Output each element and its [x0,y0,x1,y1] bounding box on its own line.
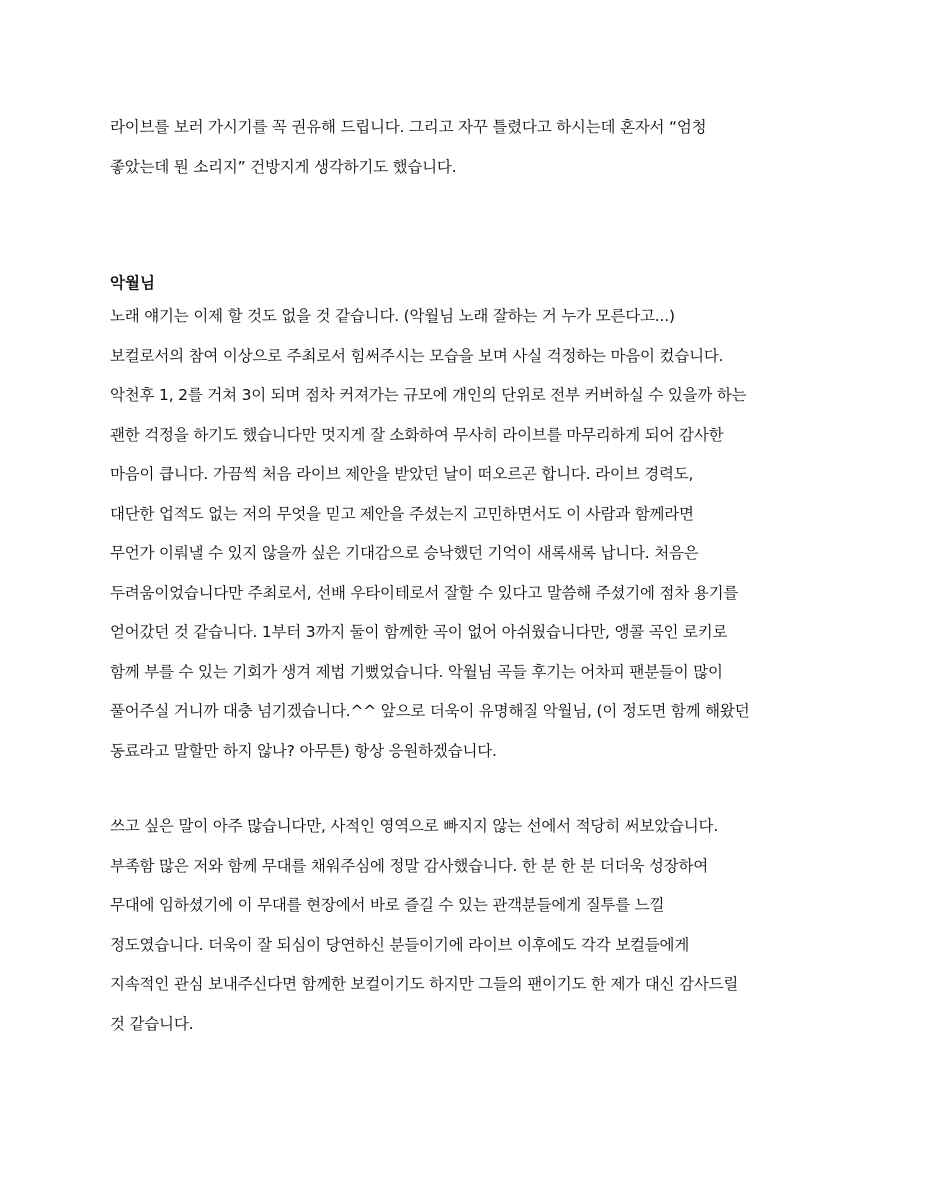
closing-paragraph [110,807,830,1044]
spacer [110,187,830,269]
paragraph-line: 마음이 큽니다. 가끔씩 처음 라이브 제안을 받았던 날이 떠오르곤 합니다. 라이브 경력도, [110,465,694,483]
paragraph-line: 두려움이었습니다만 주최로서, 선배 우타이테로서 잘할 수 있다고 말씀해 주셨기에 점차 용기를 [110,583,739,602]
paragraph-line: 것 같습니다. [110,1014,194,1033]
paragraph-line: 함께 부를 수 있는 기회가 생겨 제법 기뻤었습니다. 악월님 곡들 후기는 어차피 팬분들이 많이 [110,662,723,681]
paragraph-line: 얻어갔던 것 같습니다. 1부터 3까지 둘이 함께한 곡이 없어 아쉬웠습니다만, 앵콜 곡인 로키로 [110,623,728,641]
paragraph-line: 풀어주실 거니까 대충 넘기겠습니다.^^ 앞으로 더욱이 유명해질 악월님, (이 정도면 함께 해왔던 [110,702,750,720]
paragraph-line: 동료라고 말할만 하지 않나? 아무튼) 항상 응원하겠습니다. [110,741,497,760]
paragraph-line: 악천후 1, 2를 거쳐 3이 되며 점차 커져가는 규모에 개인의 단위로 전부 커버하실 수 있을까 하는 [110,386,747,404]
paragraph-line: 보컬로서의 참여 이상으로 주최로서 힘써주시는 모습을 보며 사실 걱정하는 마음이 컸습니다. [110,346,724,365]
paragraph-line: 좋았는데 뭔 소리지” 건방지게 생각하기도 했습니다. [110,157,457,176]
paragraph-line: 쓰고 싶은 말이 아주 많습니다만, 사적인 영역으로 빠지지 않는 선에서 적당히 써보았습니다. [110,817,719,835]
intro-paragraph [110,108,830,187]
paragraph-line: 대단한 업적도 없는 저의 무엇을 믿고 제안을 주셨는지 고민하면서도 이 사람과 함께라면 [110,504,694,523]
paragraph-line: 부족함 많은 저와 함께 무대를 채워주심에 정말 감사했습니다. 한 분 한 분 더더욱 성장하여 [110,856,709,875]
section-heading: 악월님 [110,274,155,292]
paragraph-line: 괜한 걱정을 하기도 했습니다만 멋지게 잘 소화하여 무사히 라이브를 마무리하게 되어 감사한 [110,425,724,444]
paragraph-line: 무언가 이뤄낼 수 있지 않을까 싶은 기대감으로 승낙했던 기억이 새록새록 납니다. 처음은 [110,544,699,562]
document-page [110,108,830,1044]
paragraph-line: 무대에 임하셨기에 이 무대를 현장에서 바로 즐길 수 있는 관객분들에게 질투를 느낄 [110,896,665,914]
spacer [110,771,830,807]
paragraph-line: 지속적인 관심 보내주신다면 함께한 보컬이기도 하지만 그들의 팬이기도 한 제가 대신 감사드릴 [110,975,739,993]
paragraph-line: 노래 얘기는 이제 할 것도 없을 것 같습니다. (악월님 노래 잘하는 거 누가 모른다고...) [110,307,675,325]
section-paragraph [110,297,830,771]
paragraph-line: 정도였습니다. 더욱이 잘 되심이 당연하신 분들이기에 라이브 이후에도 각각 보컬들에게 [110,935,690,954]
paragraph-line: 라이브를 보러 가시기를 꼭 권유해 드립니다. 그리고 자꾸 틀렸다고 하시는데 혼자서 “엄청 [110,118,707,136]
